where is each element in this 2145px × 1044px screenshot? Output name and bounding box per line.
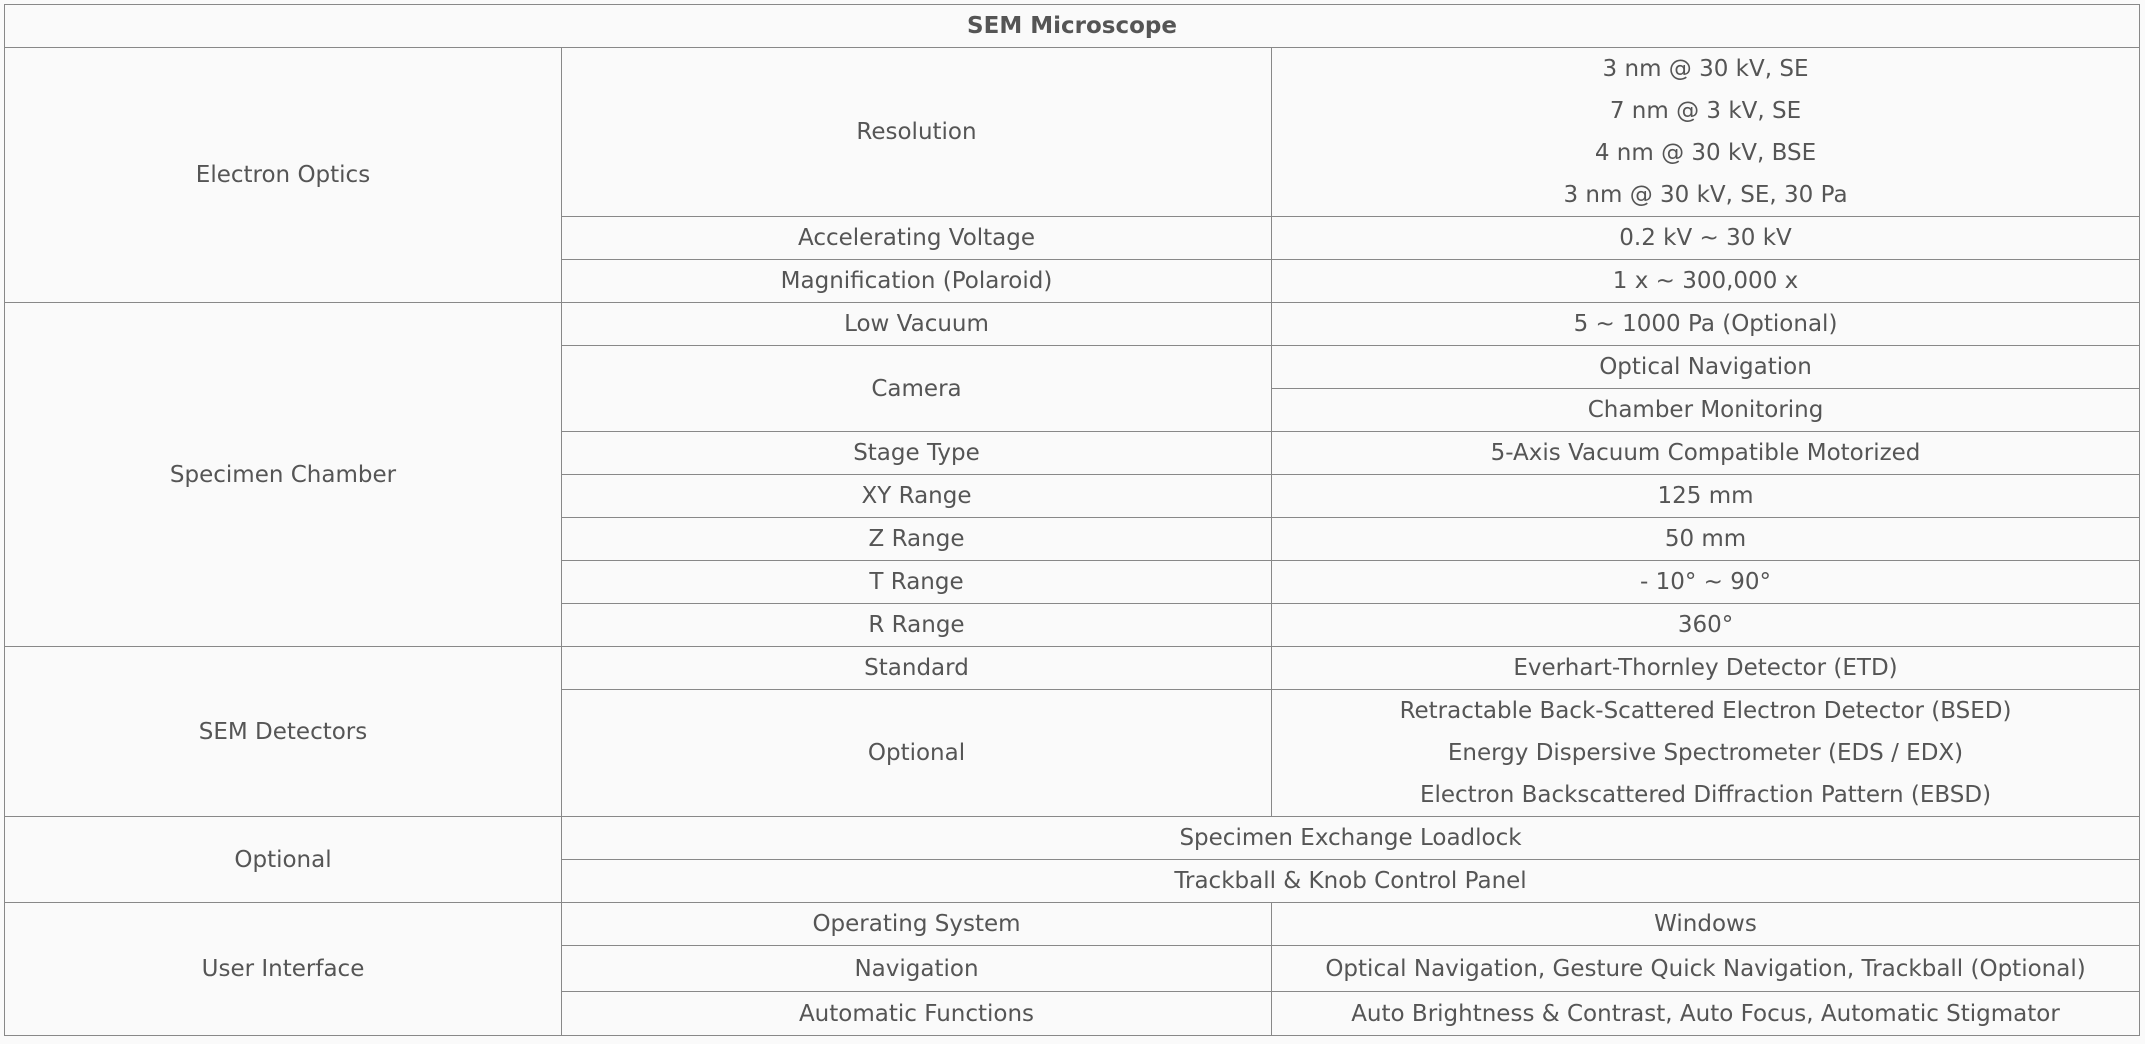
- spec-label-optional-detectors: Optional: [562, 690, 1272, 817]
- spec-label-low-vacuum: Low Vacuum: [562, 303, 1272, 346]
- table-row: [5, 817, 2140, 860]
- table-row: [5, 303, 2140, 346]
- spec-label-operating-system: Operating System: [562, 903, 1272, 946]
- spec-value-optional: Specimen Exchange Loadlock: [562, 817, 2140, 860]
- detector-value: Retractable Back-Scattered Electron Detector (BSED): [1399, 698, 2012, 724]
- table-title: SEM Microscope: [5, 5, 2140, 48]
- spec-value-camera: Chamber Monitoring: [1272, 389, 2140, 432]
- resolution-value: 4 nm @ 30 kV, BSE: [1594, 140, 1817, 166]
- spec-label-navigation: Navigation: [562, 946, 1272, 992]
- section-label-sem-detectors: SEM Detectors: [5, 647, 562, 817]
- spec-value-standard: Everhart-Thornley Detector (ETD): [1272, 647, 2140, 690]
- spec-table: [4, 4, 2140, 1036]
- table-title-row: [5, 5, 2140, 48]
- spec-value-stage-type: 5-Axis Vacuum Compatible Motorized: [1272, 432, 2140, 475]
- spec-value-accelerating-voltage: 0.2 kV ~ 30 kV: [1272, 217, 2140, 260]
- section-label-specimen-chamber: Specimen Chamber: [5, 303, 562, 647]
- detector-value: Energy Dispersive Spectrometer (EDS / EDX): [1447, 740, 1964, 766]
- spec-value-navigation: Optical Navigation, Gesture Quick Navigation, Trackball (Optional): [1272, 946, 2140, 992]
- spec-label-camera: Camera: [562, 346, 1272, 432]
- table-row: [5, 48, 2140, 217]
- resolution-value: 3 nm @ 30 kV, SE, 30 Pa: [1563, 182, 1848, 208]
- spec-label-z-range: Z Range: [562, 518, 1272, 561]
- spec-value-magnification: 1 x ~ 300,000 x: [1272, 260, 2140, 303]
- spec-label-t-range: T Range: [562, 561, 1272, 604]
- spec-label-xy-range: XY Range: [562, 475, 1272, 518]
- spec-value-camera: Optical Navigation: [1272, 346, 2140, 389]
- section-label-electron-optics: Electron Optics: [5, 48, 562, 303]
- spec-value-xy-range: 125 mm: [1272, 475, 2140, 518]
- spec-label-accelerating-voltage: Accelerating Voltage: [562, 217, 1272, 260]
- spec-label-magnification: Magnification (Polaroid): [562, 260, 1272, 303]
- spec-value-z-range: 50 mm: [1272, 518, 2140, 561]
- resolution-value: 7 nm @ 3 kV, SE: [1609, 98, 1802, 124]
- spec-value-low-vacuum: 5 ~ 1000 Pa (Optional): [1272, 303, 2140, 346]
- spec-value-automatic-functions: Auto Brightness & Contrast, Auto Focus, Automatic Stigmator: [1272, 992, 2140, 1036]
- spec-value-operating-system: Windows: [1272, 903, 2140, 946]
- spec-label-stage-type: Stage Type: [562, 432, 1272, 475]
- spec-label-r-range: R Range: [562, 604, 1272, 647]
- table-row: [5, 903, 2140, 946]
- spec-label-resolution: Resolution: [562, 48, 1272, 217]
- spec-label-standard: Standard: [562, 647, 1272, 690]
- spec-label-automatic-functions: Automatic Functions: [562, 992, 1272, 1036]
- spec-value-optional: Trackball & Knob Control Panel: [562, 860, 2140, 903]
- section-label-user-interface: User Interface: [5, 903, 562, 1036]
- section-label-optional: Optional: [5, 817, 562, 903]
- spec-value-t-range: - 10° ~ 90°: [1272, 561, 2140, 604]
- resolution-value: 3 nm @ 30 kV, SE: [1602, 56, 1809, 82]
- detector-value: Electron Backscattered Diffraction Pattern (EBSD): [1419, 782, 1992, 808]
- spec-value-optional-detectors: [1272, 690, 2140, 817]
- spec-value-resolution: [1272, 48, 2140, 217]
- spec-value-r-range: 360°: [1272, 604, 2140, 647]
- table-row: [5, 647, 2140, 690]
